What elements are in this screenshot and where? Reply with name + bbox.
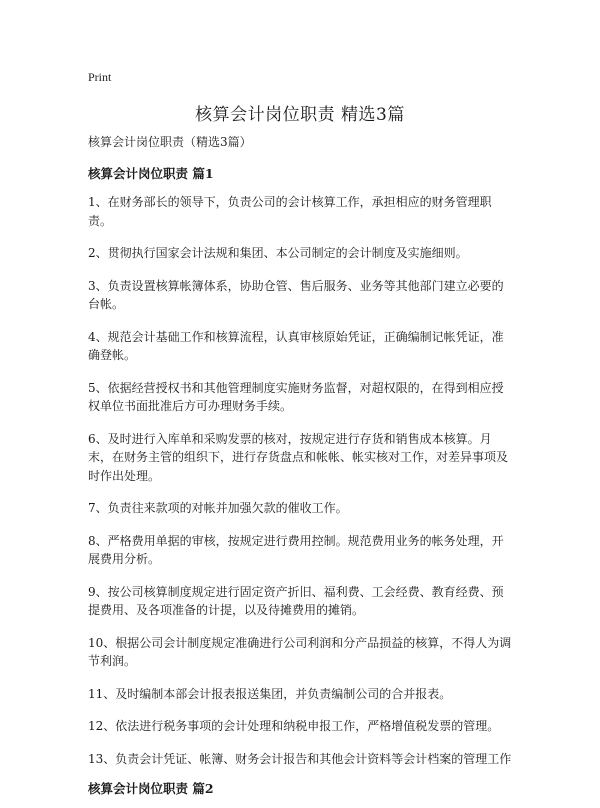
document-body	[88, 133, 512, 808]
section-heading-2: 核算会计岗位职责 篇2	[88, 781, 214, 796]
section-heading-1: 核算会计岗位职责 篇1	[88, 166, 214, 181]
list-item: 1、在财务部长的领导下，负责公司的会计核算工作，承担相应的财务管理职责。	[88, 195, 492, 228]
list-item: 5、依据经营授权书和其他管理制度实施财务监督，对超权限的，在得到相应授权单位书面批准后方可办理财务手续。	[88, 380, 504, 413]
list-item: 7、负责往来款项的对帐并加强欠款的催收工作。	[88, 501, 348, 515]
list-item: 11、及时编制本部会计报表报送集团，并负责编制公司的合并报表。	[88, 686, 452, 701]
list-item: 9、按公司核算制度规定进行固定资产折旧、福利费、工会经费、教育经费、预提费用、及各项准备的计提，以及待摊费用的摊销。	[88, 584, 504, 617]
list-item: 2、贯彻执行国家会计法规和集团、本公司制定的会计制度及实施细则。	[88, 246, 468, 260]
list-item: 10、根据公司会计制度规定准确进行公司利润和分产品损益的核算，不得人为调节利润。	[88, 635, 512, 668]
list-item: 8、严格费用单据的审核，按规定进行费用控制。规范费用业务的帐务处理，开展费用分析。	[88, 533, 504, 566]
list-item: 4、规范会计基础工作和核算流程，认真审核原始凭证，正确编制记帐凭证，准确登帐。	[88, 329, 504, 362]
list-item: 12、依法进行税务事项的会计处理和纳税申报工作，严格增值税发票的管理。	[88, 719, 500, 733]
list-item: 13、负责会计凭证、帐簿、财务会计报告和其他会计资料等会计档案的管理工作	[88, 751, 512, 766]
print-link[interactable]: Print	[88, 70, 112, 84]
list-item: 3、负责设置核算帐簿体系，协助仓管、售后服务、业务等其他部门建立必要的台帐。	[88, 278, 504, 311]
document-title: 核算会计岗位职责 精选3篇	[195, 105, 405, 125]
document-subtitle: 核算会计岗位职责（精选3篇）	[88, 135, 252, 149]
list-item: 6、及时进行入库单和采购发票的核对，按规定进行存货和销售成本核算。月末，在财务主管的组织下，进行存货盘点和帐帐、帐实核对工作，对差异事项及时作出处理。	[88, 431, 509, 483]
